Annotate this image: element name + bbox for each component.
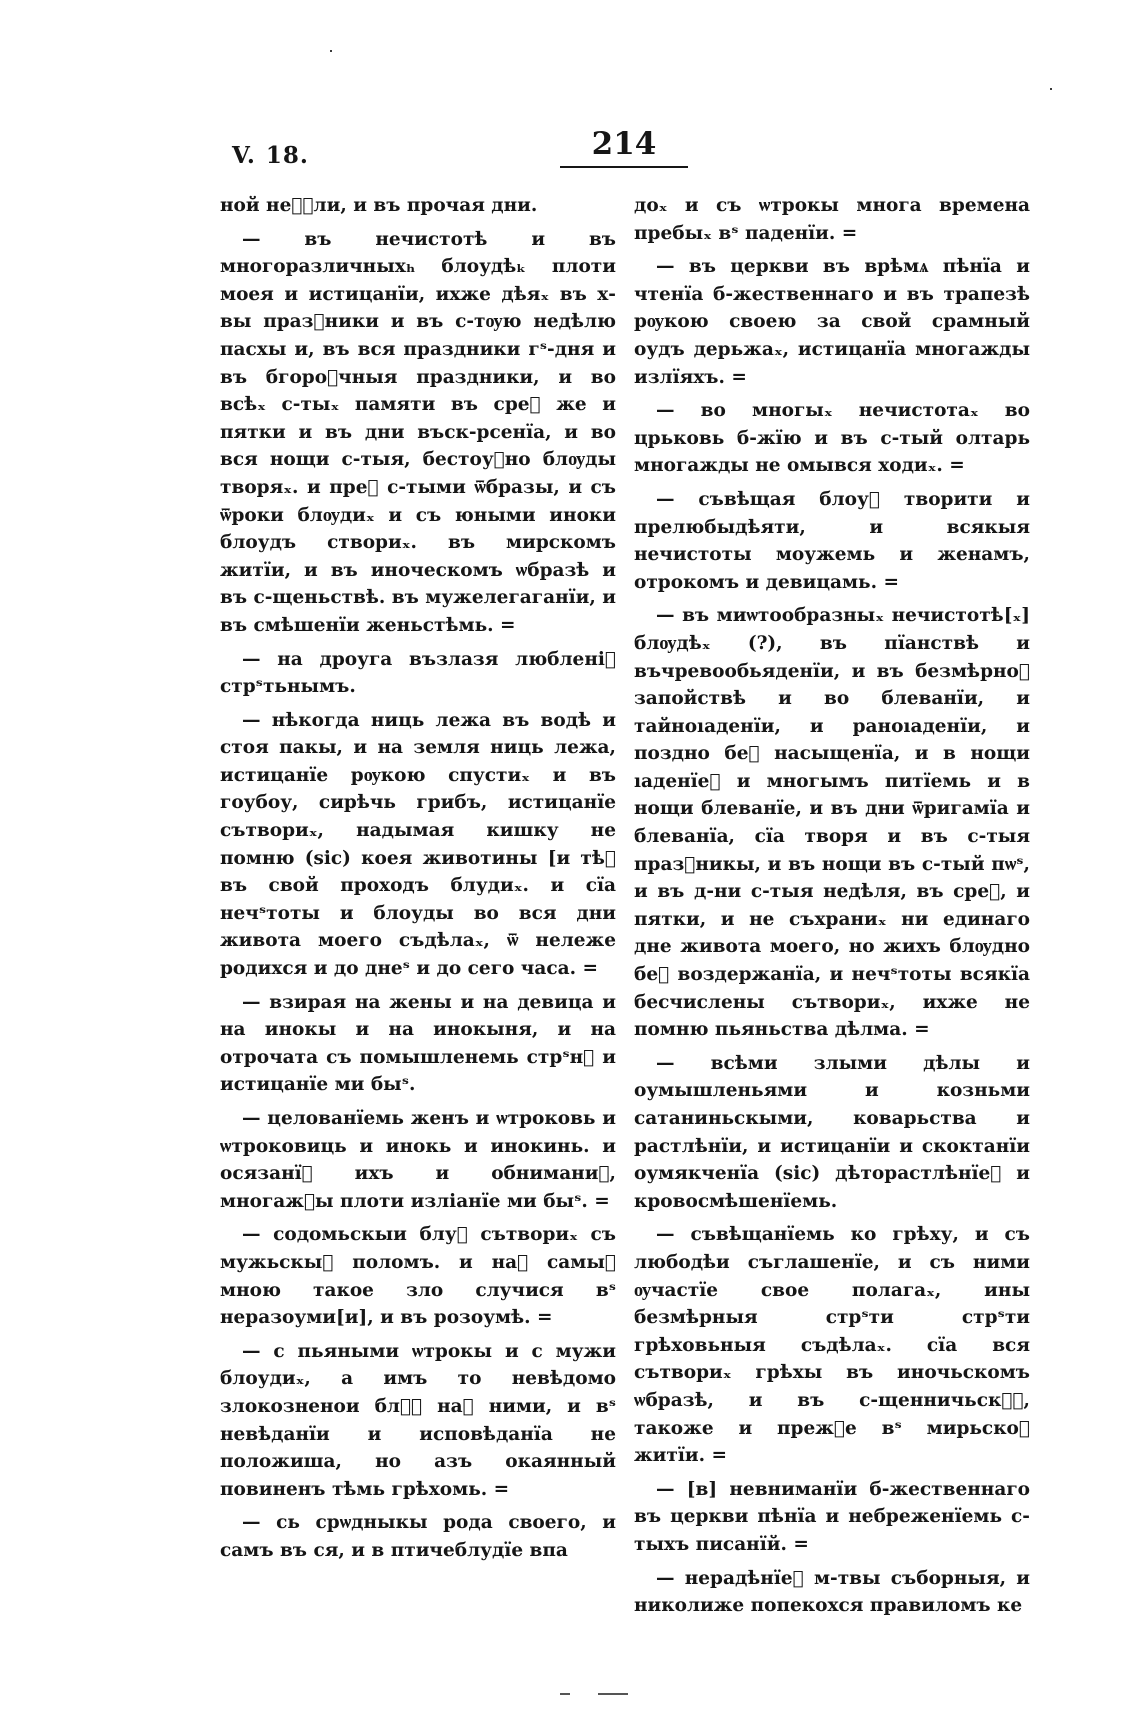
right-column [634,192,1030,1626]
paragraph: — сь срѡдныкы рода своего, и самъ въ ся, и в птичеблудїе впа [220,1512,616,1561]
paragraph: — въ миѡтообразныₓ нечистотѣ[ₓ] блѹдѣₓ (?), въ пїанствѣ и въчревообьяденїи, и въ безмѣрноᷘ запойствѣ и во блеванїи, и тайноıаденїи, и раноıаденїи, и поздно беᷘ насыщенїа, и в нощи ıаденїеᷘ и многымъ питїемь и в нощи блеванїе, и въ дни ѿригамїа и блеванїа, сїа творя и въ с-тыя праз᷑никы, и въ нощи въ с-тый пѡˢ, и въ д-ни с-тыя недѣля, въ сре᷑, и пятки, и не съхраниₓ ни единаго дне живота моего, но жихъ блѹдно беᷘ воздержанїа, и нечˢтоты всякїа бесчислены сътвориₓ, ихже не помню пьяньства дѣлма. = [634,605,1030,1041]
volume-label: V. [232,142,256,169]
paragraph: — во многыₓ нечистотаₓ во црьковь б-жїю и въ с-тый олтарь многажды не омывся ходиₓ. = [634,400,1030,477]
paragraph: — с пьяными ѡтрокы и с мужи блоудиₓ, а имъ то невѣдомо злокозненои блѹ᷑ на᷑ ними, и вˢ невѣданїи и исповѣданїа не положиша, но азъ окаянный повиненъ тѣмь грѣхомь. = [220,1340,616,1500]
paragraph: — [в] невниманїи б-жественнаго въ церкви пѣнїа и небреженїемь с-тыхъ писанїй. = [634,1478,1030,1555]
paragraph: — въ нечистотѣ и въ многоразличныхₕ блоудѣₖ плоти моея и истицанїи, ихже дѣяₓ въ х-вы праз᷑ники и въ с-тѹю недѣлю пасхы и, въ вся праздники гˢ-дня и въ бгоро᷑чныя праздники, и во всѣₓ с-тыₓ памяти въ сре᷑ же и пятки и въ дни въск-рсенїа, и во вся нощи с-тыя, бестоу᷑но блѹды творяₓ. и пре᷑ с-тыми ѿбразы, и съ ѿроки блѹдиₓ и съ юными иноки блоудъ створиₓ. въ мирскомъ житїи, и въ иноческомъ ѡбразѣ и въ с-щеньствѣ. въ мужелегаганїи, и въ смѣшенїи женьстѣмь. = [220,228,616,636]
paragraph: — съвѣщая блоу᷑ творити и прелюбыдѣяти, и всякыя нечистоты моужемь и женамъ, отрокомъ и девицамь. = [634,488,1030,593]
paragraph: — содомьскыи блу᷑ сътвориₓ съ мужьскыᷘ поломъ. и на᷑ самыᷘ мною такое зло случися вˢ неразоуми[и], и въ розоумѣ. = [220,1224,616,1329]
left-column [220,192,616,1571]
paragraph: — целованїемь женъ и ѡтроковь и ѡтроковиць и инокь и инокинь. и осязанїᷘ ихъ и обниманиᷘ, многаж᷑ы плоти изліанїе ми быˢ. = [220,1108,616,1212]
scan-speck [1050,88,1052,90]
scan-mark [560,1693,570,1695]
scan-mark [598,1693,628,1695]
paragraph: — всѣми злыми дѣлы и оумышленьями и козньми сатаниньскыми, коварьства и растлѣнїи, и истицанїи и скоктанїи оумякченїа (sic) дѣторастлѣнїеᷘ и кровосмѣшенїемь. [634,1052,1030,1212]
running-header-volume [232,142,309,169]
paragraph: — на дроуга възлазя любленіᷘ стрˢтьнымъ. [220,648,616,698]
paragraph: — взирая на жены и на девица и на инокы и на инокыня, и на отрочата съ помышленемь стрˢнᷘ и истицанїе ми быˢ. [220,991,616,1096]
page-number-rule [560,166,688,168]
paragraph: — съвѣщанїемь ко грѣху, и съ любодѣи съглашенїе, и съ ними ѹчастїе свое полагаₓ, ины безмѣрныя стрˢти стрˢти грѣховьныя съдѣлаₓ. сїа вся сътвориₓ грѣхы въ иночьскомъ ѡбразѣ, и въ с-щенничьскѡᷘ, такоже и преж᷑е вˢ мирьскоᷘ житїи. = [634,1224,1030,1467]
page-number: 214 [591,126,657,162]
volume-number: 18. [265,142,309,169]
paragraph: доₓ и съ ѡтрокы многа времена пребыₓ вˢ паденїи. = [634,195,1030,244]
paragraph: — въ церкви въ врѣмѧ пѣнїа и чтенїа б-жественнаго и въ трапезѣ рѹкою своею за свой срамный оудъ дерьжаₓ, истицанїа многажды излїяхъ. = [634,256,1030,388]
paragraph: — нерадѣнїеᷘ м-твы съборныя, и николиже попекохся правиломъ ке [634,1567,1030,1617]
paragraph: — нѣкогда ниць лежа въ водѣ и стоя пакы, и на земля ниць лежа, истицанїе рѹкою спустиₓ и въ гоубоу, сирѣчь грибъ, истицанїе сътвориₓ, надымая кишку не помню (sic) коея животины [и тѣᷘ въ свой проходъ блудиₓ. и сїа нечˢтоты и блоуды во вся дни живота моего съдѣлаₓ, ѿ нележе родихся и до днеˢ и до сего часа. = [220,709,616,980]
scan-speck [330,50,332,52]
paragraph: ной неᷘⷧли, и въ прочая дни. [220,195,538,216]
